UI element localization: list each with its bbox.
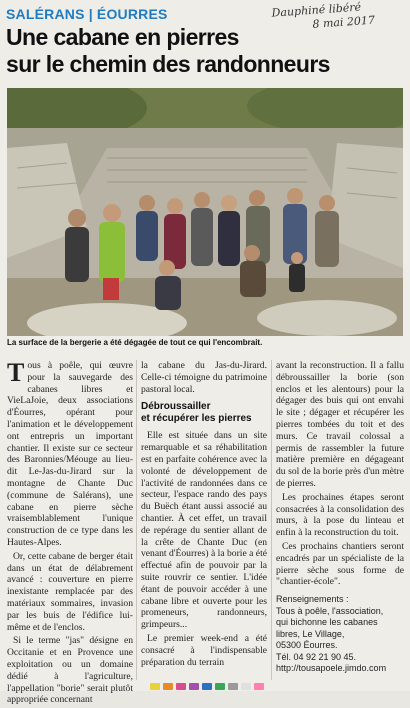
paragraph: Ces prochains chantiers seront encadrés par un spécialiste de la pierre sèche sous forme de "chantier-école". [276, 540, 404, 588]
print-color-bar [150, 683, 264, 690]
subheading-line-2: et récupérer les pierres [141, 413, 252, 425]
headline-line-1: Une cabane en pierres [6, 24, 239, 50]
color-swatch [202, 683, 212, 690]
info-line: Tél. 04 92 21 90 45. [276, 651, 357, 662]
group-photo-illustration [7, 88, 403, 336]
info-line: qui bichonne les cabanes [276, 617, 378, 628]
section-kicker: SALÉRANS | ÉOURRES [6, 6, 168, 22]
article-subheading [141, 401, 267, 425]
drop-cap: T [7, 358, 25, 387]
color-swatch [189, 683, 199, 690]
paragraph: la cabane du Jas-du-Jirard. Celle-ci témoigne du patrimoine pastoral local. [141, 360, 267, 395]
color-swatch [228, 683, 238, 690]
article-photo [7, 88, 403, 336]
column-divider [271, 360, 272, 680]
info-line: Tous à poêle, l'association, [276, 605, 384, 616]
article-column-2 [141, 360, 267, 670]
article-column-1 [7, 360, 133, 708]
color-swatch [254, 683, 264, 690]
article-headline [6, 24, 404, 78]
color-swatch [150, 683, 160, 690]
paragraph: ous à poêle, qui œuvre pour la sauvegarde des cabanes libres et VieLaJoie, deux associations d'Éourres, opérant pour l'animation et le développement ont entrepris un important chantier. Il existe sur ce secteur des Baronnies/Méouge au lieu-dit Le-Jas-du-Jirard sur la montagne de Chante Duc (commune de Salérans), une cabane en pierre sèche vraisemblablement l'unique construction de ce type dans les Hautes-Alpes. [7, 360, 133, 548]
paragraph: Le premier week-end a été consacré à l'indispensable préparation du terrain [141, 632, 267, 668]
headline-line-2: sur le chemin des randonneurs [6, 51, 330, 77]
paragraph: Elle est située dans un site remarquable et sa réhabilitation est en parfaite cohérence avec la volonté de développement de l'activité de randonnées dans ce secteur, l'espace rando des pays du Buëch étant aussi associé au chantier. À cet effet, un travail de repérage du sentier allant de la crête de Chante Duc (en venant d'Éourres) à la borie a été effectué afin de pouvoir par la suite rouvrir ce sentier. L'idée étant de pouvoir accéder à une cabane libre et ouverte pour les promeneurs, randonneurs, grimpeurs... [141, 430, 267, 631]
handwritten-source: Dauphiné libéré [271, 0, 362, 20]
article-column-3 [276, 360, 404, 675]
info-line: libres, Le Village, [276, 628, 345, 639]
paragraph: avant la reconstruction. Il a fallu débroussailler la borie (son enclos et les alentours) pour la dégager des buis qui ont envahi le site ; dégager et récupérer les pierres tombées du toit et des murs. Ce travail colossal a permis de rassembler la future matière première en dégageant du sol de la borie près d'un mètre de pierres. [276, 360, 404, 489]
handwritten-date: 8 mai 2017 [312, 13, 376, 31]
info-line: 05300 Éourres. [276, 640, 338, 651]
info-line: http://tousapoele.jimdo.com [276, 663, 387, 674]
paragraph: Or, cette cabane de berger était dans un état de délabrement avancé : couverture en pierre inexistante remplacée par des matériaux sommaires, invasion par les buis de l'édifice lui-même et de l'enclos. [7, 550, 133, 633]
contact-info [276, 594, 404, 675]
paragraph: Si le terme "jas" désigne en Occitanie et en Provence une exploitation ou un domaine dédié à l'agriculture, l'appellation "borie" serait plutôt appropriée concernant [7, 635, 133, 706]
photo-caption: La surface de la bergerie a été dégagée de tout ce qui l'encombrait. [7, 338, 263, 347]
color-swatch [176, 683, 186, 690]
paragraph: Les prochaines étapes seront consacrées à la consolidation des murs, à la pose du linteau et enfin à la reconstruction du toit. [276, 491, 404, 539]
color-swatch [163, 683, 173, 690]
subheading-line-1: Débroussailler [141, 401, 211, 413]
color-swatch [241, 683, 251, 690]
info-title: Renseignements : [276, 594, 349, 605]
column-divider [136, 360, 137, 680]
color-swatch [215, 683, 225, 690]
